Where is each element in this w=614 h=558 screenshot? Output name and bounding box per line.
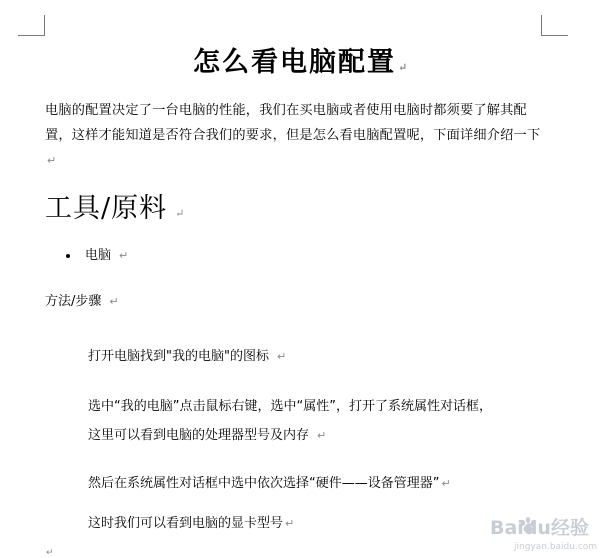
step-text: 选中“我的电脑”点击鼠标右键，选中“属性”，打开了系统属性对话框， [88, 399, 492, 414]
step-1 [88, 345, 286, 364]
step-text: 打开电脑找到"我的电脑"的图标 [88, 349, 269, 364]
paragraph-mark-icon: ↵ [398, 61, 410, 74]
document-title [193, 40, 409, 79]
step-text: 这时我们可以看到电脑的显卡型号 [88, 516, 284, 531]
baidu-paw-logo-icon [490, 503, 612, 553]
step-4 [88, 512, 294, 531]
tools-heading [45, 186, 185, 225]
step-text: 这里可以看到电脑的处理器型号及内存 [88, 428, 310, 443]
paragraph-mark-icon: ↵ [119, 249, 129, 262]
baidu-jingyan-watermark [490, 503, 612, 553]
paragraph-mark-icon: ↵ [285, 517, 295, 530]
title-text: 怎么看电脑配置 [193, 47, 396, 78]
paragraph-mark-icon: ↵ [109, 295, 119, 308]
step-text: 然后在系统属性对话框中选中依次选择“硬件——设备管理器” [88, 476, 440, 491]
paragraph-mark-icon: ↵ [175, 207, 186, 220]
watermark-brand: Baidu经验 [490, 517, 589, 539]
step-3 [88, 472, 451, 491]
methods-label [45, 290, 119, 309]
bullet-dot-icon [66, 254, 70, 258]
paragraph-mark-icon: ↵ [46, 548, 54, 558]
paragraph-mark-icon: ↵ [441, 477, 451, 490]
intro-text: 电脑的配置决定了一台电脑的性能，我们在买电脑或者使用电脑时都须要了解其配置，这样才能知道是否符合我们的要求，但是怎么看电脑配置呢，下面详细介绍一下 [45, 103, 541, 143]
step-2-continued [88, 424, 326, 443]
crop-mark-top-right [541, 15, 568, 36]
intro-paragraph [45, 98, 545, 173]
paragraph-mark-icon: ↵ [317, 429, 327, 442]
watermark-url: jingyan.baidu.com [514, 542, 598, 552]
tools-list-item [66, 244, 128, 263]
crop-mark-top-left [18, 15, 45, 36]
paragraph-mark-icon: ↵ [276, 350, 287, 363]
step-2 [88, 395, 492, 414]
tools-heading-text: 工具/原料 [45, 193, 168, 224]
paragraph-mark-icon: ↵ [47, 154, 57, 167]
methods-label-text: 方法/步骤 [45, 294, 102, 309]
tools-item-text: 电脑 [85, 248, 112, 263]
